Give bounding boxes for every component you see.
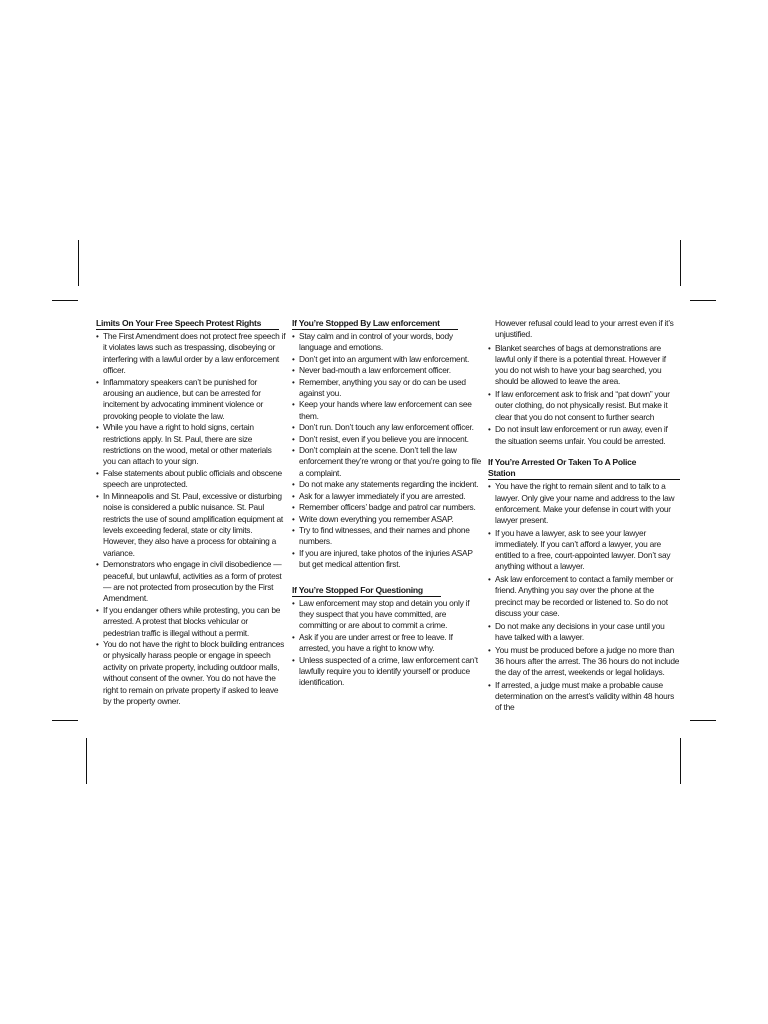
list-item: • If law enforcement ask to frisk and “pat down” your outer clothing, do not physically resist. But make it clear that you do not consent to further search [488,389,680,423]
list-item: • You do not have the right to block building entrances or physically harass people or engage in speech activity on private property, including outdoor malls, without consent of the owner. You do not have the right to remain on private property if asked to leave by the property owner. [96,639,286,707]
crop-mark-left-lower [52,720,78,721]
crop-mark-right-lower [690,720,716,721]
list-item: • In Minneapolis and St. Paul, excessive or disturbing noise is considered a public nuisance. St. Paul restricts the use of sound amplification equipment at levels exceeding federal, state or city limits. However, they also have a process for obtaining a variance. [96,491,286,559]
crop-mark-left-upper [52,300,78,301]
crop-mark-top-right [680,240,681,286]
list-item: • If you have a lawyer, ask to see your lawyer immediately. If you can’t afford a lawyer, you are entitled to a free, court-appointed lawyer. Don’t say anything without a lawyer. [488,528,680,573]
list-item: • Never bad-mouth a law enforcement officer. [292,365,482,376]
list-item: • Law enforcement may stop and detain you only if they suspect that you have committed, are committing or are about to commit a crime. [292,598,482,632]
section-heading: If You’re Stopped By Law enforcement [292,318,458,330]
list-item: • Do not insult law enforcement or run away, even if the situation seems unfair. You could be arrested. [488,424,680,446]
bullet-list [292,331,482,571]
list-item: • Don’t get into an argument with law enforcement. [292,354,482,365]
list-item: • If you endanger others while protesting, you can be arrested. A protest that blocks vehicular or pedestrian traffic is illegal without a permit. [96,605,286,639]
list-item: • Ask if you are under arrest or free to leave. If arrested, you have a right to know why. [292,632,482,655]
list-item: • Remember, anything you say or do can be used against you. [292,377,482,400]
list-item: • Demonstrators who engage in civil disobedience — peaceful, but unlawful, activities as a form of protest — are not protected from prosecution by the First Amendment. [96,559,286,605]
list-item: • Keep your hands where law enforcement can see them. [292,399,482,422]
list-item: • While you have a right to hold signs, certain restrictions apply. In St. Paul, there are size restrictions on the wood, metal or other materials you can attach to your sign. [96,422,286,468]
list-item: • If arrested, a judge must make a probable cause determination on the arrest’s validity within 48 hours of the [488,680,680,714]
crop-mark-bottom-left [86,738,87,784]
list-item: • Write down everything you remember ASAP. [292,514,482,525]
bullet-list [488,481,680,713]
crop-mark-top-left [78,240,79,286]
list-item: • You must be produced before a judge no more than 36 hours after the arrest. The 36 hours do not include the day of the arrest, weekends or legal holidays. [488,645,680,679]
list-item: • Do not make any decisions in your case until you have talked with a lawyer. [488,621,680,643]
list-item: • Ask law enforcement to contact a family member or friend. Anything you say over the phone at the precinct may be recorded or listened to. So do not discuss your case. [488,574,680,619]
list-item: • You have the right to remain silent and to talk to a lawyer. Only give your name and address to the law enforcement. Make your defense in court with your lawyer present. [488,481,680,526]
section-heading: If You’re Stopped For Questioning [292,585,441,597]
list-item: • Try to find witnesses, and their names and phone numbers. [292,525,482,548]
list-item: • Inflammatory speakers can’t be punished for arousing an audience, but can be arrested for incitement by advocating imminent violence or provoking people to violate the law. [96,377,286,423]
column-stopped-by-law-enforcement [292,318,482,689]
list-item: • Ask for a lawyer immediately if you are arrested. [292,491,482,502]
bullet-list [96,331,286,707]
column-free-speech-limits [96,318,286,707]
crop-mark-right-upper [690,300,716,301]
list-item: • Don’t resist, even if you believe you are innocent. [292,434,482,445]
bullet-list [488,343,680,447]
crop-mark-bottom-right [680,738,681,784]
list-item: • If you are injured, take photos of the injuries ASAP but get medical attention first. [292,548,482,571]
column-arrested [488,318,680,715]
list-item: • Unless suspected of a crime, law enforcement can’t lawfully require you to identify yourself or produce identification. [292,655,482,689]
list-item: • Don’t run. Don’t touch any law enforcement officer. [292,422,482,433]
list-item: • The First Amendment does not protect free speech if it violates laws such as trespassing, disobeying or interfering with a lawful order by a law enforcement officer. [96,331,286,377]
list-item: • Do not make any statements regarding the incident. [292,479,482,490]
list-item: • False statements about public officials and obscene speech are unprotected. [96,468,286,491]
section-heading: Limits On Your Free Speech Protest Rights [96,318,279,330]
bullet-list [292,598,482,689]
list-item: • Blanket searches of bags at demonstrations are lawful only if there is a potential threat. However if you do not wish to have your bag searched, you should be allowed to leave the area. [488,343,680,388]
list-item: • Remember officers’ badge and patrol car numbers. [292,502,482,513]
list-item: • Don’t complain at the scene. Don’t tell the law enforcement they’re wrong or that you’re going to file a complaint. [292,445,482,479]
list-item: • Stay calm and in control of your words, body language and emotions. [292,331,482,354]
continuation-text: However refusal could lead to your arrest even if it’s unjustified. [495,318,674,340]
section-heading: If You’re Arrested Or Taken To A Police Station [488,457,680,480]
